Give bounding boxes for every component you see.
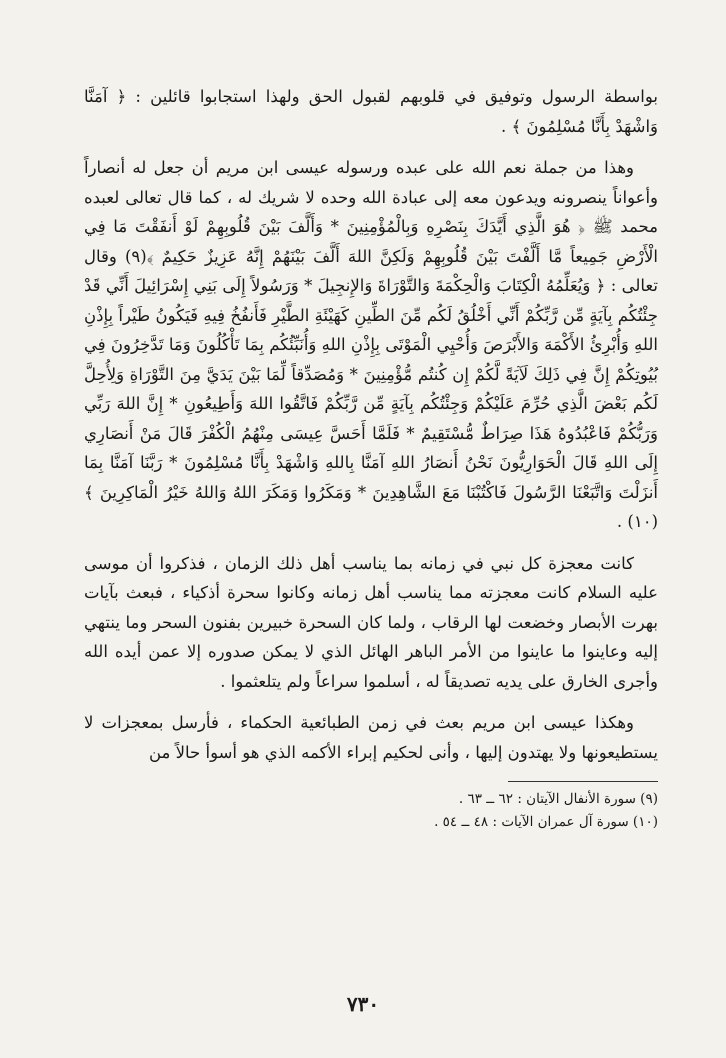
paragraph-1: بواسطة الرسول وتوفيق في قلوبهم لقبول الحق ولهذا استجابوا قائلين : ﴿ آمَنَّا وَاشْهَدْ بِأَنَّا مُسْلِمُونَ ﴾ . (84, 87, 658, 136)
paragraph-3: كانت معجزة كل نبي في زمانه بما يناسب أهل ذلك الزمان ، فذكروا أن موسى عليه السلام كانت معجزته مما يناسب أهل زمانه وكانوا سحرة أذكياء ، فبعث بآيات بهرت الأبصار وخضعت لها الرقاب ، ولما كان السحرة خبيرين بفنون السحر وما ينتهي إليه وعاينوا ما عاينوا من الأمر الباهر الهائل الذي لا يمكن صدوره إلا عمن أيده الله وأجرى الخارق على يديه تصديقاً له ، أسلموا سراعاً ولم يتلعثموا . (84, 553, 658, 691)
page-number: ٧٣٠ (346, 992, 380, 1016)
page-body (84, 82, 658, 834)
paragraph-4: وهكذا عيسى ابن مريم بعث في زمن الطبائعية الحكماء ، فأرسل بمعجزات لا يستطيعونها ولا يهتدون إليها ، وأنى لحكيم إبراء الأكمه الذي هو أسوأ حالاً من (84, 713, 658, 762)
paragraph-2: وهذا من جملة نعم الله على عبده ورسوله عيسى ابن مريم أن جعل له أنصاراً وأعواناً ينصرونه ويدعون معه إلى عبادة الله وحده لا شريك له ، كما قال تعالى لعبده محمد ﷺ ﴿ هُوَ الَّذِي أَيَّدَكَ بِنَصْرِهِ وَبِالْمُؤْمِنِينَ * وَأَلَّفَ بَيْنَ قُلُوبِهِمْ لَوْ أَنفَقْتَ مَا فِي الْأَرْضِ جَمِيعاً مَّا أَلَّفْتَ بَيْنَ قُلُوبِهِمْ وَلَكِنَّ اللهَ أَلَّفَ بَيْنَهُمْ إِنَّهُ عَزِيزٌ حَكِيمٌ ﴾(٩) وقال تعالى : ﴿ وَيُعَلِّمُهُ الْكِتَابَ وَالْحِكْمَةَ وَالتَّوْرَاةَ وَالإِنجِيلَ * وَرَسُولاً إِلَى بَنِي إِسْرَائِيلَ أَنِّي قَدْ جِئْتُكُم بِآيَةٍ مِّن رَّبِّكُمْ أَنِّي أَخْلُقُ لَكُم مِّنَ الطِّينِ كَهَيْئَةِ الطَّيْرِ فَأَنفُخُ فِيهِ فَيَكُونُ طَيْراً بِإِذْنِ اللهِ وَأُبْرِئُ الأَكْمَهَ وَالأَبْرَصَ وَأُحْيِي الْمَوْتَى بِإِذْنِ اللهِ وَأُنَبِّئُكُم بِمَا تَأْكُلُونَ وَمَا تَدَّخِرُونَ فِي بُيُوتِكُمْ إِنَّ فِي ذَلِكَ لَآيَةً لَّكُمْ إِن كُنتُم مُّؤْمِنِينَ * وَمُصَدِّقاً لِّمَا بَيْنَ يَدَيَّ مِنَ التَّوْرَاةِ وَلِأُحِلَّ لَكُم بَعْضَ الَّذِي حُرِّمَ عَلَيْكُمْ وَجِئْتُكُم بِآيَةٍ مِّن رَّبِّكُمْ فَاتَّقُوا اللهَ وَأَطِيعُونِ * إِنَّ اللهَ رَبِّي وَرَبُّكُمْ فَاعْبُدُوهُ هَذَا صِرَاطٌ مُّسْتَقِيمٌ * فَلَمَّا أَحَسَّ عِيسَى مِنْهُمُ الْكُفْرَ قَالَ مَنْ أَنصَارِي إِلَى اللهِ قَالَ الْحَوَارِيُّونَ نَحْنُ أَنصَارُ اللهِ آمَنَّا بِاللهِ وَاشْهَدْ بِأَنَّا مُسْلِمُونَ * رَبَّنَا آمَنَّا بِمَا أَنزَلْتَ وَاتَّبَعْنَا الرَّسُولَ فَاكْتُبْنَا مَعَ الشَّاهِدِينَ * وَمَكَرُوا وَمَكَرَ اللهُ وَاللهُ خَيْرُ الْمَاكِرِينَ ﴾(١٠) . (84, 158, 658, 531)
footnote-10: (١٠) سورة آل عمران الآيات : ٤٨ ــ ٥٤ . (434, 814, 658, 830)
footnote-9: (٩) سورة الأنفال الآيتان : ٦٢ ــ ٦٣ . (458, 791, 658, 807)
footnote-divider (508, 781, 658, 782)
